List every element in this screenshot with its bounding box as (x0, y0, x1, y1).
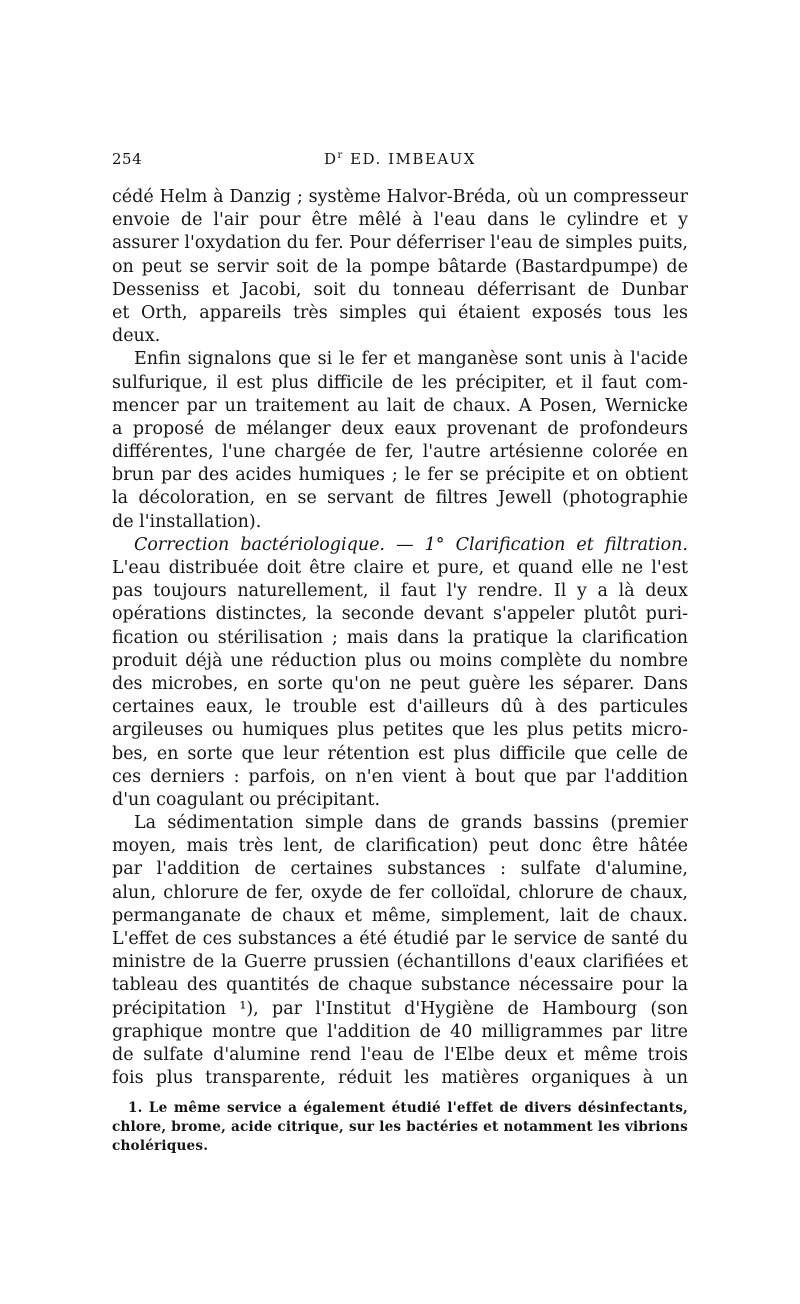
author-prefix-initial: D (324, 150, 338, 168)
text-line: L'effet de ces substances a été étudié par le service de santé du (112, 929, 688, 949)
text-line: argileuses ou humiques plus petites que les plus petits micro- (112, 720, 688, 741)
author-name: ED. IMBEAUX (350, 150, 476, 168)
text-line: on peut se servir soit de la pompe bâtarde (Bastardpumpe) de (112, 256, 688, 277)
paragraph (112, 534, 688, 812)
text-line: et Orth, appareils très simples qui étaient exposés tous les (112, 302, 688, 323)
text-line: différentes, l'une chargée de fer, l'autre artésienne colorée en (112, 442, 688, 463)
text-line: envoie de l'air pour être mêlé à l'eau dans le cylindre et y (112, 210, 688, 231)
text-line: Enfin signalons que si le fer et manganèse sont unis à l'acide (134, 349, 688, 370)
text-line: fication ou stérilisation ; mais dans la pratique la clarification (112, 627, 688, 648)
text-line: La sédimentation simple dans de grands bassins (premier (134, 813, 688, 834)
paragraph (112, 812, 688, 1090)
text-line: sulfurique, il est plus difficile de les précipiter, et il faut com- (112, 372, 688, 393)
text-line: bes, en sorte que leur rétention est plus difficile que celle de (112, 743, 688, 764)
text-line: ces derniers : parfois, on n'en vient à bout que par l'addition (112, 766, 688, 787)
text-line: pas toujours naturellement, il faut l'y rendre. Il y a là deux (112, 581, 688, 602)
page-header (112, 150, 688, 174)
text-line: brun par des acides humiques ; le fer se précipite et on obtient (112, 465, 688, 486)
text-line: ministre de la Guerre prussien (échantillons d'eaux clarifiées et (112, 952, 688, 973)
text-line: d'un coagulant ou précipitant. (112, 789, 381, 810)
running-head (112, 150, 688, 168)
text-line: produit déjà une réduction plus ou moins complète du nombre (112, 650, 688, 671)
footnote-line: cholériques. (112, 1138, 209, 1154)
section-heading-line (112, 534, 688, 557)
page-number: 254 (112, 150, 143, 168)
text-line: mencer par un traitement au lait de chaux. A Posen, Wernicke (112, 395, 688, 416)
body-text (112, 186, 688, 1090)
text-line: deux. (112, 326, 161, 347)
text-line: tableau des quantités de chaque substance nécessaire pour la (112, 975, 688, 996)
text-line: a proposé de mélanger deux eaux provenant de profondeurs (112, 418, 688, 439)
text-line: assurer l'oxydation du fer. Pour déferriser l'eau de simples puits, (112, 233, 688, 254)
text-line: moyen, mais très lent, de clarification) peut donc être hâtée (112, 836, 688, 857)
paragraph (112, 348, 688, 534)
text-line: des microbes, en sorte qu'on ne peut guère les séparer. Dans (112, 673, 688, 694)
text-line: certaines eaux, le trouble est d'ailleurs dû à des particules (112, 697, 688, 718)
paragraph (112, 186, 688, 348)
text-line: opérations distinctes, la seconde devant s'appeler plutôt puri- (112, 604, 688, 625)
text-line: cédé Helm à Danzig ; système Halvor-Bréda, où un compresseur (112, 187, 688, 207)
text-line: permanganate de chaux et même, simplement, lait de chaux. (112, 905, 688, 926)
footnote-line: 1. Le même service a également étudié l'effet de divers désinfectants, (128, 1100, 688, 1116)
text-line: L'eau distribuée doit être claire et pure, et quand elle ne l'est (112, 558, 688, 578)
author-prefix (324, 150, 344, 168)
text-line: de l'installation). (112, 511, 262, 532)
text-line: graphique montre que l'addition de 40 milligrammes par litre (112, 1021, 688, 1042)
text-line: de sulfate d'alumine rend l'eau de l'Elbe deux et même trois (112, 1044, 688, 1065)
text-line: alun, chlorure de fer, oxyde de fer colloïdal, chlorure de chaux, (112, 882, 688, 903)
text-line: Desseniss et Jacobi, soit du tonneau déferrisant de Dunbar (112, 279, 688, 300)
text-line: fois plus transparente, réduit les matières organiques à un (112, 1068, 688, 1089)
footnote-line: chlore, brome, acide citrique, sur les bactéries et notamment les vibrions (112, 1119, 688, 1135)
text-line: précipitation ¹), par l'Institut d'Hygiène de Hambourg (son (112, 998, 688, 1019)
author-prefix-sup: r (337, 150, 344, 161)
text-line: par l'addition de certaines substances : sulfate d'alumine, (112, 859, 688, 880)
text-line: la décoloration, en se servant de filtres Jewell (photographie (112, 488, 688, 509)
footnote (112, 1099, 688, 1156)
section-heading: Correction bactériologique. — 1° Clarification et filtration. (134, 534, 688, 555)
